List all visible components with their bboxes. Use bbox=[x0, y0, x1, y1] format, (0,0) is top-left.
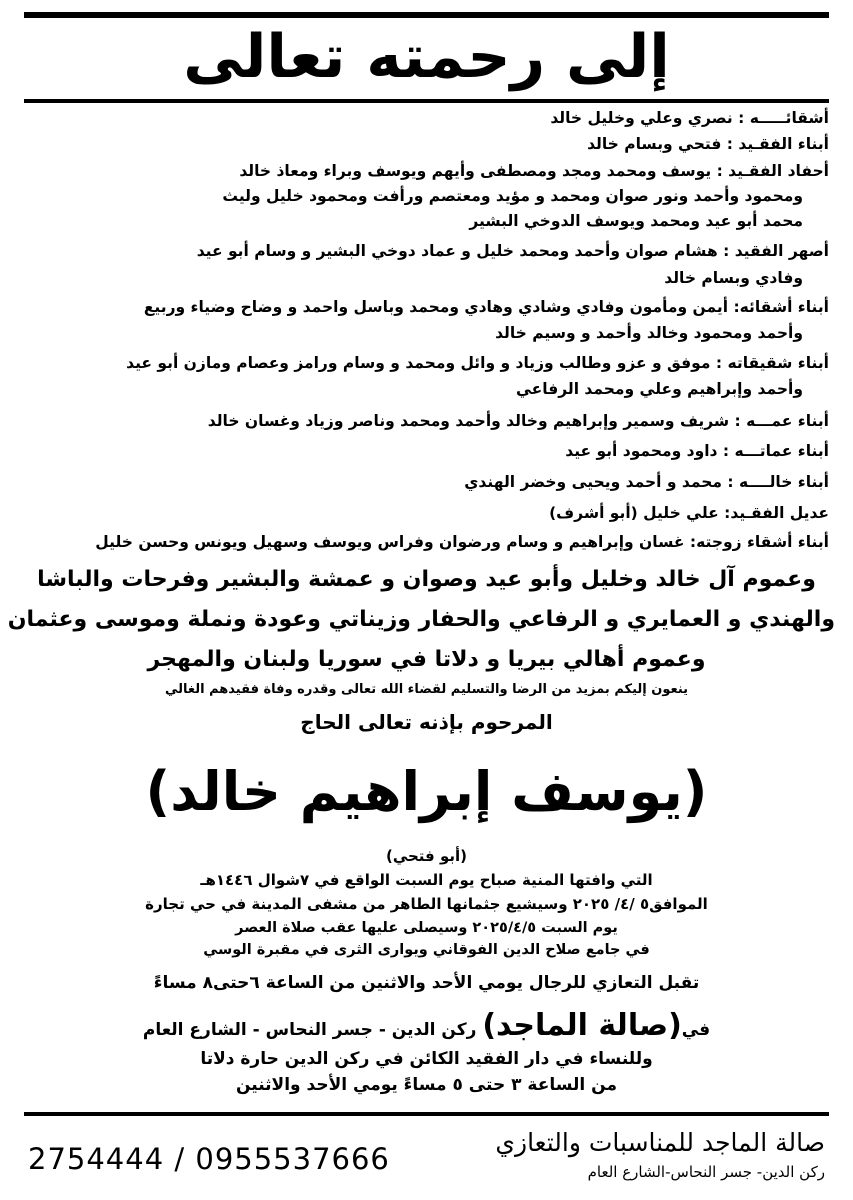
relative-row bbox=[22, 502, 829, 525]
condolence-men: تقبل التعازي للرجال يومي الأحد والاثنين من الساعة ٦حتى٨ مساءً bbox=[153, 973, 700, 993]
relative-row bbox=[22, 240, 829, 263]
relative-names: ومحمود وأحمد ونور صوان ومحمد و مؤيد ومعتصم ورأفت ومحمود خليل وليث bbox=[222, 187, 803, 205]
relative-names: نصري وعلي وخليل خالد bbox=[550, 109, 733, 127]
condolence-women-hours: من الساعة ٣ حتى ٥ مساءً يومي الأحد والاثنين bbox=[235, 1075, 617, 1095]
relative-label: أبناء أشقائه: bbox=[733, 298, 829, 316]
funeral-line: الموافق٥ /٤/ ٢٠٢٥ وسيشيع جثمانها الطاهر من مشفى المدينة في حي تجارة bbox=[145, 895, 708, 913]
relative-names: موفق و عزو وطالب وزياد و وائل ومحمد و وسام ورامز وعصام ومازن أبو عيد bbox=[126, 354, 711, 372]
deceased-name: (يوسف إبراهيم خالد) bbox=[145, 760, 708, 823]
relative-label: عديل الفقـيد: bbox=[724, 504, 829, 522]
footer-phones: 2754444 / 0955537666 bbox=[28, 1142, 390, 1176]
header-rule bbox=[24, 99, 829, 103]
relative-row bbox=[22, 352, 829, 375]
relative-row bbox=[22, 185, 803, 208]
funeral-line: يوم السبت ٢٠٢٥/٤/٥ وسيصلى عليها عقب صلاة العصر bbox=[235, 920, 618, 936]
relative-label: أبناء الفقـيد : bbox=[726, 135, 829, 153]
relative-row bbox=[22, 440, 829, 463]
families-line: وعموم أهالي بيريا و دلاتا في سوريا ولبنان والمهجر bbox=[147, 647, 706, 672]
relative-names: وأحمد وإبراهيم وعلي ومحمد الرفاعي bbox=[516, 380, 803, 398]
relative-names: يوسف ومحمد ومجد ومصطفى وأيهم ويوسف وبراء ومعاذ خالد bbox=[239, 162, 712, 180]
hall-address: ركن الدين - جسر النحاس - الشارع العام bbox=[142, 1020, 477, 1040]
announcement: ينعون إليكم بمزيد من الرضا والتسليم لقضاء الله تعالى وقدره وفاة فقيدهم الغالي bbox=[164, 682, 689, 697]
relative-names: محمد و أحمد ويحيى وخضر الهندي bbox=[464, 473, 722, 491]
relative-names: وفادي وبسام خالد bbox=[664, 269, 803, 287]
families-line: والهندي و العمايري و الرفاعي والحفار وزيناتي وعودة ونملة وموسى وعثمان bbox=[7, 607, 835, 632]
relative-label: أحفاد الفقـيد : bbox=[716, 162, 829, 180]
hall-prefix: في bbox=[681, 1020, 711, 1040]
relative-names: غسان وإبراهيم و وسام ورضوان وفراس ويوسف وسهيل ويونس وحسن خليل bbox=[95, 533, 685, 551]
funeral-line: التي وافتها المنية صباح يوم السبت الواقع في ٧شوال ١٤٤٦هـ bbox=[200, 871, 653, 889]
relative-row bbox=[22, 378, 803, 401]
relative-label: أبناء أشقاء زوجته: bbox=[689, 533, 829, 551]
relative-row bbox=[22, 160, 829, 183]
funeral-line: في جامع صلاح الدين الفوقاني ويوارى الثرى في مقبرة الوسي bbox=[203, 942, 650, 958]
relative-names: هشام صوان وأحمد ومحمد خليل و عماد دوخي البشير و وسام أبو عيد bbox=[196, 242, 718, 260]
relative-names: داود ومحمود أبو عيد bbox=[565, 442, 718, 460]
nickname: (أبو فتحي) bbox=[385, 847, 468, 865]
relative-names: فتحي وبسام خالد bbox=[587, 135, 722, 153]
relative-label: أبناء عمـــه : bbox=[734, 412, 829, 430]
relative-names: وأحمد ومحمود وخالد وأحمد و وسيم خالد bbox=[495, 324, 803, 342]
relative-row bbox=[22, 267, 803, 290]
footer-rule bbox=[24, 1112, 829, 1116]
relative-row bbox=[22, 133, 829, 156]
relative-label: أصهر الفقيد : bbox=[723, 242, 829, 260]
relative-label: أبناء شقيقاته : bbox=[715, 354, 829, 372]
relative-row bbox=[22, 531, 829, 554]
relative-row bbox=[22, 471, 829, 494]
deceased-intro: المرحوم بإذنه تعالى الحاج bbox=[300, 710, 553, 734]
relative-row bbox=[22, 210, 803, 233]
relative-names: شريف وسمير وإبراهيم وخالد وأحمد ومحمد وناصر وزياد وغسان خالد bbox=[207, 412, 730, 430]
relative-label: أبناء عماتـــه : bbox=[722, 442, 829, 460]
relative-row bbox=[22, 410, 829, 433]
relative-names: أيمن ومأمون وفادي وشادي وهادي ومحمد وباسل واحمد و وضاح وضياء وربيع bbox=[143, 298, 729, 316]
relative-row bbox=[22, 296, 829, 319]
relative-label: أشقائـــــه : bbox=[738, 109, 829, 127]
condolence-hall bbox=[24, 1004, 829, 1052]
relative-label: أبناء خالــــه : bbox=[727, 473, 829, 491]
relative-names: علي خليل (أبو أشرف) bbox=[549, 504, 719, 522]
relative-row bbox=[22, 107, 829, 130]
condolence-women: وللنساء في دار الفقيد الكائن في ركن الدين حارة دلاتا bbox=[200, 1049, 653, 1069]
header-title: إلى رحمته تعالى bbox=[183, 22, 670, 92]
relative-row bbox=[22, 322, 803, 345]
hall-name: (صالة الماجد) bbox=[482, 1008, 682, 1043]
footer-venue: صالة الماجد للمناسبات والتعازي bbox=[495, 1128, 825, 1157]
footer-address: ركن الدين- جسر النحاس-الشارع العام bbox=[587, 1163, 825, 1181]
families-line: وعموم آل خالد وخليل وأبو عيد وصوان و عمشة والبشير وفرحات والباشا bbox=[37, 567, 816, 592]
relative-names: محمد أبو عيد ومحمد ويوسف الدوخي البشير bbox=[469, 212, 803, 230]
